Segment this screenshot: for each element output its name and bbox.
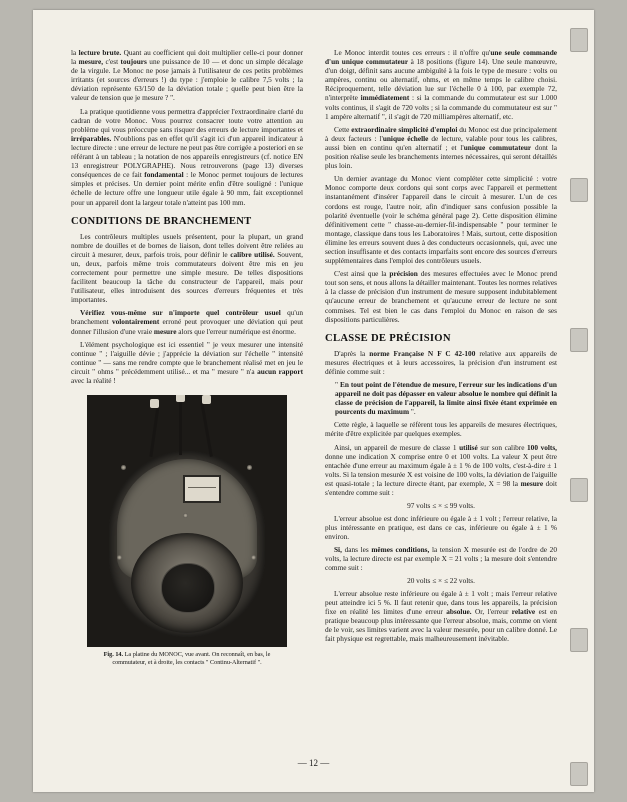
paragraph: Si, dans les mêmes conditions, la tension X mesurée est de l'ordre de 20 volts, la lecture directe est par exemple X = 21 volts ; la mesure doit s'entendre comme suit : <box>325 545 557 573</box>
screw <box>121 465 126 470</box>
paragraph: C'est ainsi que la précision des mesures effectuées avec le Monoc prend tout son sens, et nous allons la détailler maintenant. Toutes les normes relatives à la classe de précision d'un instrument de mesure supposent indubitablement qu'aucune erreur de branchement et qu'aucune erreur de lecture ne sont commises. Tel est bien le cas dans l'emploi du Monoc en raison de ses dispositions particulières. <box>325 269 558 324</box>
left-column <box>71 48 303 671</box>
paragraph: L'erreur absolue reste inférieure ou égale à ± 1 volt ; mais l'erreur relative peut atteindre ici 5 %. Il faut retenir que, dans tous les appareils, la précision fixe en réalité les limites d'une erreur absolue. Or, l'erreur relative est en pratique beaucoup plus intéressante que l'erreur absolue, mais, comme on vient de le voir, ses limites varient avec la valeur mesurée, pour un calibre donné. Le fait physique est regrettable, mais malheureusement inévitable. <box>325 588 557 644</box>
right-column <box>325 48 557 671</box>
paragraph: Le Monoc interdit toutes ces erreurs : il n'offre qu'une seule commande d'un unique commutateur à 18 positions (figure 14). Une seule manœuvre, d'un doigt, définit sans aucune ambiguïté à la fois le type de mesure : volts ou ampères, continu ou alternatif, ohms, et en même temps le calibre choisi. Réciproquement, telle déviation lue sur l'échelle 0 à 100, par exemple 72, n'interprète immédiatement : si la commande du commutateur est sur 1.000 volts continus, il s'agit de 720 volts ; si la commande du commutateur est sur " 1 ampère alternatif ", il s'agit de 720 milliampères alternatif, etc. <box>325 48 557 121</box>
formula-line: 20 volts ≤ × ≤ 22 volts. <box>407 576 475 586</box>
paragraph: L'erreur absolue est donc inférieure ou égale à ± 1 volt ; l'erreur relative, la plus intéressante en pratique, est dans ce cas, inférieure ou égale à ± 1 % environ. <box>325 513 557 541</box>
probe-terminal <box>200 401 213 457</box>
two-column-body <box>71 48 557 671</box>
punch-hole <box>570 28 588 52</box>
paragraph: Un dernier avantage du Monoc vient compléter cette simplicité : votre Monoc comporte deux cordons qui sont corps avec l'appareil et permettent instantanément d'insérer l'appareil dans le circuit à mesurer. L'un de ces cordons est rouge, l'autre noir, afin d'indiquer sans confusion possible la polarité éventuelle (voir le schéma général page 2). Cette disposition élimine définitivement cette " chasse-au-dernier-fil-indispensable " pour terminer le montage, classique dans tous les Laboratoires ! Mais, surtout, cette disposition élimine les erreurs souvent dues à des conducteurs occasionnels, qui, avec une section insuffisante et des contacts imparfaits sont encore des sources d'erreurs supplémentaires dans l'emploi des contrôleurs usuels. <box>325 174 557 266</box>
paragraph: Cette extraordinaire simplicité d'emploi du Monoc est due principalement à deux facteurs : l'unique échelle de lecture, valable pour tous les calibres, aussi bien en continu qu'en alternatif ; et l'unique commutateur dont la position réalise seule les branchements internes nécessaires, qui seront détaillés plus loin. <box>325 124 557 171</box>
paragraph: la lecture brute. Quant au coefficient qui doit multiplier celle-ci pour donner la mesure, c'est toujours une puissance de 10 — et donc un simple décalage de la virgule. Le Monoc ne pose jamais à l'utilisateur de ces petits problèmes irritants (et sources d'erreurs !) du type : j'emploie le calibre 7,5 volts ; la déviation représente 63/150 de la déviation totale ; quelle peut bien être la valeur de tension que je mesure ? ". <box>71 48 304 103</box>
paragraph: Cette règle, à laquelle se réfèrent tous les appareils de mesures électriques, mérite d'être explicitée par quelques exemples. <box>325 420 557 439</box>
terminal-cap <box>202 395 211 404</box>
paragraph: La pratique quotidienne vous permettra d'apprécier l'extraordinaire clarté du cadran de votre Monoc. Vous pourrez consacrer toute votre attention au problème qui vous préoccupe sans risquer des erreurs de lecture importantes et irréparables. N'oublions pas en effet qu'il s'agit ici d'un appareil indicateur à lecture directe : une erreur de lecture ne peut pas être corrigée a posteriori en se référant à un tableau ; la notation de nos appareils enregistreurs (cf. notice EN 13 enregistreur POLYGRAPHE). Nous retrouverons (page 13) diverses conséquences de ce fait fondamental : le Monoc permet toujours de lectures simples et précises. Un dernier point mérite enfin d'être souligné : l'unique échelle de lecture offre une longueur utile égale à 90 mm, fait exceptionnel pour un appareil dont la largeur totale n'atteint pas 100 mm. <box>71 106 303 207</box>
figure-14 <box>71 395 303 671</box>
probe-terminal <box>149 405 159 457</box>
probe-terminal <box>179 397 182 455</box>
paragraph: D'après la norme Française N F C 42-100 relative aux appareils de mesures électriques et à leurs accessoires, la précision d'un instrument est définie comme suit : <box>325 348 557 376</box>
terminal-cap <box>150 399 159 408</box>
meter-window <box>183 475 221 503</box>
terminal-cap <box>176 395 185 402</box>
section-heading-precision: CLASSE DE PRÉCISION <box>325 332 451 344</box>
rotary-switch-knob <box>161 563 215 613</box>
paragraph: Vérifiez vous-même sur n'importe quel contrôleur usuel qu'un branchement volontairement erroné peut provoquer une déviation qui peut donner l'illusion d'une vraie mesure alors que l'erreur numérique est énorme. <box>71 308 303 336</box>
paragraph: Ainsi, un appareil de mesure de classe 1 utilisé sur son calibre 100 volts, donne une indication X comprise entre 0 et 100 volts. La valeur X peut être entachée d'une erreur au maximum égale à ± 1 % de 100 volts, c'est-à-dire ± 1 volts. Si la tension mesurée X est voisine de 100 volts, la déviation de l'aiguille est quasi-totale ; la lecture directe étant, par exemple, X = 98 la mesure doit s'entendre comme suit : <box>325 442 557 498</box>
section-heading-conditions: CONDITIONS DE BRANCHEMENT <box>71 215 252 227</box>
formula-line: 97 volts ≤ × ≤ 99 volts. <box>407 501 475 511</box>
punch-hole <box>570 178 588 202</box>
page-number: — 12 — <box>297 758 330 768</box>
figure-caption: Fig. 14. La platine du MONOC, vue avant. On reconnaît, en bas, le commutateur, et à droite, les contacts " Continu-Alternatif ". <box>103 651 271 666</box>
norm-quote: " En tout point de l'étendue de mesure, l'erreur sur les indications d'un appareil ne doit pas dépasser en valeur absolue le nombre qui définit la classe de précision de l'appareil, la limite ainsi fixée étant exprimée en pourcents du maximum ". <box>335 380 557 417</box>
monoc-platine-photo <box>87 395 287 647</box>
paragraph: Les contrôleurs multiples usuels présentent, pour la plupart, un grand nombre de douilles et de bornes de liaison, dont telles doivent être reliées au circuit à mesurer, deux, parfois trois, pour définir le calibre utilisé. Souvent, un, deux, parfois même trois commutateurs doivent être mis en jeu correctement pour permettre une simple mesure. De telles dispositions facilitent beaucoup la tâche du constructeur de l'appareil, mais pour l'utilisateur, elles introduisent des sources d'erreurs fréquentes et très importantes. <box>71 231 303 305</box>
punch-hole <box>570 328 588 352</box>
punch-hole <box>570 628 588 652</box>
paragraph: L'élément psychologique est ici essentiel " je veux mesurer une intensité continue " ; l'aiguille dévie ; j'apprécie la déviation sur l'échelle " intensité continue " — sans me rendre compte que le branchement réalisé met en jeu le circuit " ohms " précédemment utilisé... et ma " mesure " n'a aucun rapport avec la réalité ! <box>71 339 303 385</box>
document-page <box>33 10 594 792</box>
punch-hole <box>570 478 588 502</box>
screw <box>247 465 252 470</box>
